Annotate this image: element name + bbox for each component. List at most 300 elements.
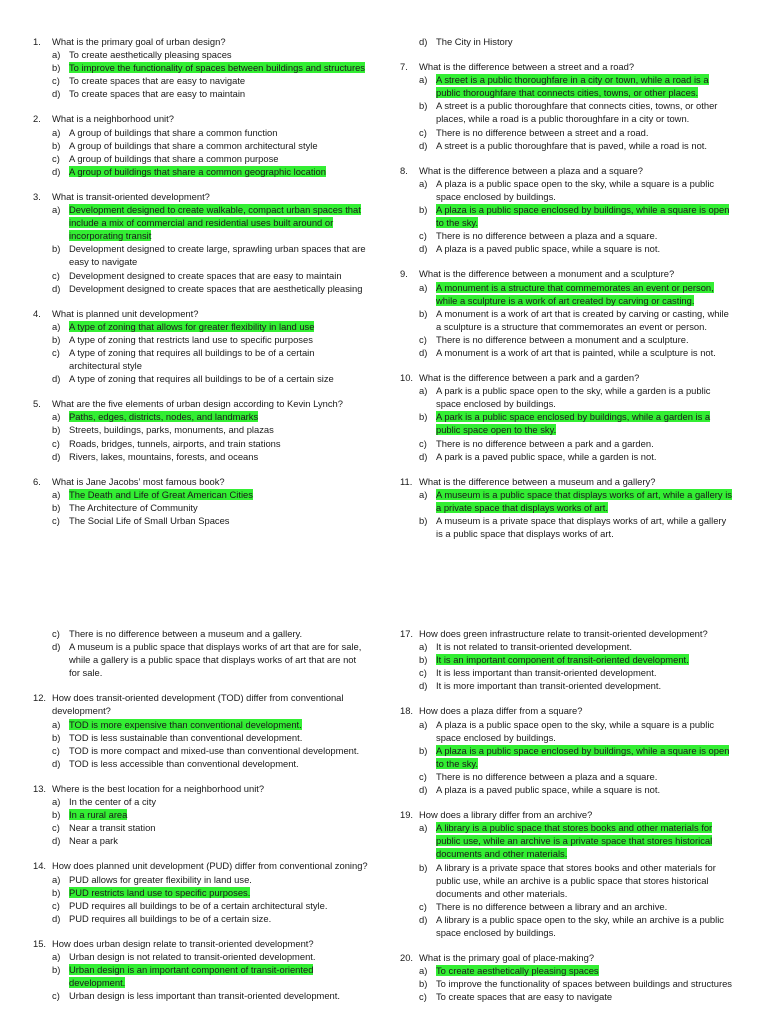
question-line (33, 307, 368, 320)
option-letter: c) (52, 75, 60, 87)
option-text: It is not related to transit-oriented development. (436, 641, 632, 653)
answer-option (33, 139, 368, 152)
answer-option (33, 152, 368, 165)
answer-option (33, 437, 368, 450)
option-text: A library is a private space that stores books and other materials for public use, while an archive is a public space that stores historical documents and other materials. (436, 861, 716, 899)
option-letter: b) (419, 411, 428, 423)
answer-option (33, 488, 368, 501)
option-letter: a) (419, 718, 428, 730)
option-letter: d) (52, 450, 61, 462)
option-letter: b) (52, 886, 61, 898)
question-number: 10. (400, 372, 414, 384)
option-text-highlighted: A park is a public space enclosed by buildings, while a garden is a public space open to the sky. (436, 411, 711, 436)
question-line (33, 397, 368, 410)
option-letter: c) (419, 667, 427, 679)
option-letter: a) (419, 385, 428, 397)
question-line (400, 627, 735, 640)
question-block (33, 190, 368, 295)
option-text: To create aesthetically pleasing spaces (69, 49, 232, 61)
answer-option (400, 861, 735, 900)
option-letter: b) (52, 964, 61, 976)
question-text: How does transit-oriented development (TOD) differ from conventional development? (52, 692, 344, 717)
option-text: A plaza is a paved public space, while a square is not. (436, 784, 661, 796)
answer-option (400, 900, 735, 913)
option-text-highlighted: A monument is a structure that commemorates an event or person, while a sculpture is a work of art created by carving or casting. (436, 281, 714, 306)
question-number: 11. (400, 475, 413, 487)
option-letter: b) (52, 731, 61, 743)
option-text: A plaza is a public space open to the sky, while a square is a public space enclosed by buildings. (436, 177, 715, 202)
page-1-right-column (400, 35, 735, 552)
option-text-highlighted: In a rural area (69, 809, 128, 821)
option-text-highlighted: The Death and Life of Great American Cities (69, 488, 253, 500)
option-text: A group of buildings that share a common architectural style (69, 139, 318, 151)
question-text: What is the primary goal of urban design? (52, 36, 226, 47)
option-letter: c) (419, 230, 427, 242)
question-line (400, 951, 735, 964)
option-letter: d) (419, 784, 428, 796)
answer-option (400, 640, 735, 653)
question-block (400, 627, 735, 692)
question-line (400, 60, 735, 73)
option-text: There is no difference between a street and a road. (436, 126, 649, 138)
question-block (400, 164, 735, 256)
option-text: Urban design is less important than transit-oriented development. (69, 990, 340, 1002)
option-text: A plaza is a public space open to the sky, while a square is a public space enclosed by buildings. (436, 718, 715, 743)
option-text-highlighted: A museum is a public space that displays works of art, while a gallery is a private space that displays works of art. (436, 488, 732, 513)
option-letter: b) (52, 501, 61, 513)
option-text-highlighted: A street is a public thoroughfare in a city or town, while a road is a public thoroughfare that connects cities, towns, or other places. (436, 74, 709, 99)
question-line (33, 35, 368, 48)
option-letter: b) (52, 809, 61, 821)
question-text: What is the difference between a park and a garden? (419, 372, 640, 384)
question-block (400, 475, 735, 540)
option-text-highlighted: PUD restricts land use to specific purposes. (69, 886, 251, 898)
answer-option (400, 679, 735, 692)
option-text: Near a transit station (69, 822, 156, 834)
option-text-highlighted: Development designed to create walkable, compact urban spaces that include a mix of commercial and residential uses built around or incorporating transit (69, 204, 361, 242)
option-text-highlighted: To improve the functionality of spaces between buildings and structures (69, 62, 365, 74)
option-text: A type of zoning that requires all buildings to be of a certain architectural style (69, 346, 315, 372)
option-letter: b) (52, 243, 61, 255)
option-text-highlighted: A plaza is a public space enclosed by buildings, while a square is open to the sky. (436, 204, 730, 229)
option-letter: a) (52, 126, 61, 138)
option-text: Roads, bridges, tunnels, airports, and train stations (69, 437, 281, 449)
question-line (400, 371, 735, 384)
question-block (33, 782, 368, 847)
option-text: A monument is a work of art that is created by carving or casting, while a sculpture is a structure that commemorates an event or person. (436, 307, 729, 332)
question-block (33, 475, 368, 527)
option-letter: a) (52, 49, 61, 61)
option-letter: a) (419, 177, 428, 189)
question-block (33, 691, 368, 770)
option-letter: b) (419, 861, 428, 873)
option-text: A plaza is a paved public space, while a square is not. (436, 243, 661, 255)
option-letter: b) (52, 424, 61, 436)
option-letter: a) (52, 411, 61, 423)
answer-option (33, 640, 368, 679)
question-text: What is transit-oriented development? (52, 190, 210, 202)
option-text: PUD allows for greater flexibility in land use. (69, 873, 252, 885)
answer-option (33, 899, 368, 912)
question-number: 12. (33, 692, 47, 704)
question-line (400, 475, 735, 488)
option-letter: a) (52, 950, 61, 962)
answer-option (400, 744, 735, 770)
question-line (33, 475, 368, 488)
option-letter: d) (52, 757, 61, 769)
question-number: 17. (400, 628, 414, 639)
answer-option (400, 770, 735, 783)
question-line (400, 267, 735, 280)
page-1-left-column (33, 35, 368, 539)
question-block (400, 267, 735, 359)
option-text: Development designed to create large, sprawling urban spaces that are easy to navigate (69, 243, 366, 268)
option-letter: c) (419, 900, 427, 912)
answer-option (400, 913, 735, 939)
answer-option (400, 488, 735, 514)
question-number: 15. (33, 937, 47, 949)
option-text-highlighted: TOD is more expensive than conventional development. (69, 718, 302, 730)
question-text: How does green infrastructure relate to transit-oriented development? (419, 628, 708, 639)
answer-option (400, 139, 735, 152)
option-text: Near a park (69, 835, 118, 847)
option-letter: d) (419, 680, 428, 692)
option-letter: d) (52, 165, 61, 177)
option-letter: d) (419, 346, 428, 358)
option-letter: a) (419, 822, 428, 834)
question-block (400, 951, 735, 1003)
option-letter: a) (52, 796, 61, 808)
option-text: A library is a public space open to the sky, while an archive is a public space enclosed by buildings. (436, 913, 724, 938)
option-letter: a) (419, 641, 428, 653)
option-text: It is more important than transit-oriented development. (436, 680, 662, 692)
answer-option (33, 87, 368, 100)
answer-option (400, 242, 735, 255)
answer-option (400, 203, 735, 229)
option-text-highlighted: A type of zoning that allows for greater flexibility in land use (69, 320, 315, 332)
answer-option (400, 783, 735, 796)
question-text: How does planned unit development (PUD) differ from conventional zoning? (52, 860, 368, 872)
option-text: To create spaces that are easy to navigate (69, 75, 246, 87)
question-number: 13. (33, 782, 47, 794)
option-text: There is no difference between a museum and a gallery. (69, 628, 303, 639)
option-text: To create spaces that are easy to maintain (69, 88, 246, 100)
answer-option (33, 346, 368, 372)
question-block (400, 808, 735, 939)
question-block (400, 371, 735, 463)
answer-option (400, 346, 735, 359)
answer-option (33, 48, 368, 61)
option-letter: d) (52, 282, 61, 294)
option-text: TOD is less accessible than conventional development. (69, 757, 299, 769)
option-letter: b) (419, 204, 428, 216)
question-number: 19. (400, 809, 414, 821)
question-block (400, 35, 735, 48)
option-letter: c) (419, 437, 427, 449)
option-text-highlighted: Paths, edges, districts, nodes, and landmarks (69, 411, 259, 423)
question-block (33, 112, 368, 177)
answer-option (400, 229, 735, 242)
option-letter: d) (52, 912, 61, 924)
answer-option (400, 307, 735, 333)
option-text: Streets, buildings, parks, monuments, and plazas (69, 424, 274, 436)
question-text: What is the difference between a street and a road? (419, 61, 635, 73)
option-letter: d) (419, 243, 428, 255)
option-letter: a) (419, 74, 428, 86)
answer-option (400, 990, 735, 1003)
answer-option (33, 410, 368, 423)
question-number: 7. (400, 61, 408, 73)
question-text: What are the five elements of urban design according to Kevin Lynch? (52, 398, 343, 410)
question-number: 5. (33, 398, 41, 410)
answer-option (400, 410, 735, 436)
option-letter: c) (52, 899, 60, 911)
answer-option (400, 450, 735, 463)
option-letter: b) (419, 100, 428, 112)
option-text: The Social Life of Small Urban Spaces (69, 515, 230, 526)
answer-option (33, 989, 368, 1002)
option-letter: c) (419, 333, 427, 345)
answer-option (33, 718, 368, 731)
option-letter: d) (52, 373, 61, 385)
question-number: 18. (400, 705, 414, 717)
question-line (400, 808, 735, 821)
question-number: 9. (400, 268, 408, 280)
answer-option (33, 282, 368, 295)
answer-option (33, 821, 368, 834)
option-letter: b) (419, 515, 428, 526)
option-text: There is no difference between a park and a garden. (436, 437, 654, 449)
answer-option (400, 177, 735, 203)
answer-option (400, 718, 735, 744)
answer-option (400, 73, 735, 99)
question-text: What is the difference between a museum and a gallery? (419, 475, 656, 487)
question-line (33, 782, 368, 795)
question-block (33, 307, 368, 386)
question-block (33, 859, 368, 924)
option-letter: b) (52, 62, 61, 74)
option-text: Urban design is not related to transit-oriented development. (69, 950, 316, 962)
option-letter: b) (52, 333, 61, 345)
question-text: What is a neighborhood unit? (52, 113, 174, 125)
question-text: What is the difference between a monument and a sculpture? (419, 268, 675, 280)
option-text: There is no difference between a monument and a sculpture. (436, 333, 689, 345)
option-letter: b) (52, 139, 61, 151)
answer-option (33, 320, 368, 333)
answer-option (33, 744, 368, 757)
option-text: Development designed to create spaces that are easy to maintain (69, 269, 342, 281)
option-letter: d) (419, 450, 428, 462)
answer-option (400, 964, 735, 977)
answer-option (400, 437, 735, 450)
question-line (33, 691, 368, 717)
answer-option (33, 514, 368, 527)
answer-option (400, 384, 735, 410)
option-letter: b) (419, 978, 428, 990)
option-text: A type of zoning that restricts land use to specific purposes (69, 333, 313, 345)
option-text-highlighted: A group of buildings that share a common geographic location (69, 165, 326, 177)
question-block (33, 397, 368, 462)
option-letter: a) (419, 488, 428, 500)
answer-option (33, 423, 368, 436)
answer-option (400, 653, 735, 666)
option-text: There is no difference between a library and an archive. (436, 900, 668, 912)
option-text: TOD is less sustainable than conventional development. (69, 731, 303, 743)
option-text-highlighted: It is an important component of transit-oriented development. (436, 654, 689, 666)
answer-option (400, 977, 735, 990)
option-text-highlighted: A plaza is a public space enclosed by buildings, while a square is open to the sky. (436, 744, 730, 769)
question-line (33, 112, 368, 125)
answer-option (400, 35, 735, 48)
question-block (33, 627, 368, 679)
option-letter: c) (419, 991, 427, 1003)
option-text: PUD requires all buildings to be of a certain size. (69, 912, 272, 924)
question-block (33, 937, 368, 1002)
question-line (33, 937, 368, 950)
question-number: 3. (33, 190, 41, 202)
option-text: A group of buildings that share a common purpose (69, 152, 279, 164)
option-text: It is less important than transit-oriented development. (436, 667, 657, 679)
option-letter: c) (419, 770, 427, 782)
answer-option (33, 61, 368, 74)
option-letter: d) (52, 88, 61, 100)
option-letter: c) (52, 628, 60, 639)
option-text: PUD requires all buildings to be of a certain architectural style. (69, 899, 328, 911)
answer-option (400, 666, 735, 679)
option-text: In the center of a city (69, 796, 157, 808)
option-text: TOD is more compact and mixed-use than conventional development. (69, 744, 360, 756)
question-text: What is the difference between a plaza and a square? (419, 164, 643, 176)
option-text: Rivers, lakes, mountains, forests, and oceans (69, 450, 259, 462)
question-number: 2. (33, 113, 41, 125)
page-2-left-column (33, 627, 368, 1014)
option-letter: a) (52, 320, 61, 332)
option-letter: d) (419, 139, 428, 151)
option-letter: a) (52, 204, 61, 216)
option-letter: a) (419, 965, 428, 977)
answer-option (400, 281, 735, 307)
question-text: Where is the best location for a neighborhood unit? (52, 782, 265, 794)
option-text: The Architecture of Community (69, 501, 198, 513)
option-text: A group of buildings that share a common function (69, 126, 278, 138)
answer-option (33, 450, 368, 463)
option-text: To improve the functionality of spaces between buildings and structures (436, 978, 732, 990)
option-text: Development designed to create spaces that are aesthetically pleasing (69, 282, 363, 294)
page-2 (0, 627, 768, 1024)
option-text: A monument is a work of art that is painted, while a sculpture is not. (436, 346, 716, 358)
option-letter: c) (52, 822, 60, 834)
option-letter: c) (52, 152, 60, 164)
answer-option (33, 808, 368, 821)
answer-option (33, 950, 368, 963)
option-text: A street is a public thoroughfare that is paved, while a road is not. (436, 139, 707, 151)
answer-option (400, 333, 735, 346)
option-letter: d) (52, 641, 61, 653)
option-text-highlighted: To create aesthetically pleasing spaces (436, 965, 599, 977)
question-text: What is the primary goal of place-making? (419, 952, 595, 964)
option-text: The City in History (436, 36, 513, 47)
answer-option (33, 372, 368, 385)
option-letter: d) (419, 913, 428, 925)
question-text: How does a library differ from an archive? (419, 809, 593, 821)
question-text: How does a plaza differ from a square? (419, 705, 583, 717)
question-block (400, 704, 735, 796)
option-letter: b) (419, 307, 428, 319)
question-line (400, 164, 735, 177)
answer-option (400, 821, 735, 860)
answer-option (33, 873, 368, 886)
question-text: How does urban design relate to transit-oriented development? (52, 937, 314, 949)
option-text: A museum is a private space that displays works of art, while a gallery is a public space that displays works of art. (436, 515, 727, 540)
option-letter: c) (52, 744, 60, 756)
question-number: 8. (400, 164, 408, 176)
question-number: 14. (33, 860, 47, 872)
option-letter: d) (52, 835, 61, 847)
answer-option (33, 203, 368, 242)
answer-option (400, 126, 735, 139)
question-line (33, 190, 368, 203)
option-letter: d) (419, 36, 428, 47)
option-letter: b) (419, 744, 428, 756)
answer-option (33, 627, 368, 640)
answer-option (33, 501, 368, 514)
answer-option (33, 834, 368, 847)
option-letter: a) (52, 488, 61, 500)
question-line (400, 704, 735, 717)
option-text: There is no difference between a plaza and a square. (436, 230, 658, 242)
option-letter: c) (419, 126, 427, 138)
answer-option (33, 757, 368, 770)
option-letter: c) (52, 515, 60, 526)
question-number: 1. (33, 36, 41, 47)
answer-option (33, 126, 368, 139)
option-text: A type of zoning that requires all buildings to be of a certain size (69, 373, 334, 385)
option-text: There is no difference between a plaza and a square. (436, 770, 658, 782)
answer-option (33, 795, 368, 808)
option-letter: a) (52, 718, 61, 730)
question-number: 6. (33, 475, 41, 487)
answer-option (33, 333, 368, 346)
question-number: 20. (400, 952, 414, 964)
answer-option (33, 74, 368, 87)
question-text: What is planned unit development? (52, 307, 199, 319)
option-letter: c) (52, 346, 60, 358)
answer-option (33, 963, 368, 989)
option-letter: a) (52, 873, 61, 885)
option-text: To create spaces that are easy to navigate (436, 991, 613, 1003)
answer-option (33, 912, 368, 925)
option-letter: b) (419, 654, 428, 666)
option-letter: a) (419, 281, 428, 293)
question-block (33, 35, 368, 100)
option-letter: c) (52, 437, 60, 449)
answer-option (33, 731, 368, 744)
option-text-highlighted: Urban design is an important component of transit-oriented development. (69, 964, 314, 989)
option-letter: c) (52, 269, 60, 281)
answer-option (33, 165, 368, 178)
option-text-highlighted: A library is a public space that stores books and other materials for public use, while an archive is a private space that stores historical documents and other materials. (436, 822, 713, 860)
answer-option (400, 99, 735, 125)
question-number: 4. (33, 307, 41, 319)
option-letter: c) (52, 990, 60, 1002)
option-text: A park is a paved public space, while a garden is not. (436, 450, 657, 462)
question-line (33, 859, 368, 872)
answer-option (33, 269, 368, 282)
option-text: A street is a public thoroughfare that connects cities, towns, or other places, while a road is a public thoroughfare in a city or town. (436, 100, 718, 125)
question-text: What is Jane Jacobs’ most famous book? (52, 475, 225, 487)
page-2-right-column (400, 627, 735, 1015)
option-text: A museum is a public space that displays works of art that are for sale, while a gallery is a public space that displays works of art that are not for sale. (69, 641, 362, 679)
